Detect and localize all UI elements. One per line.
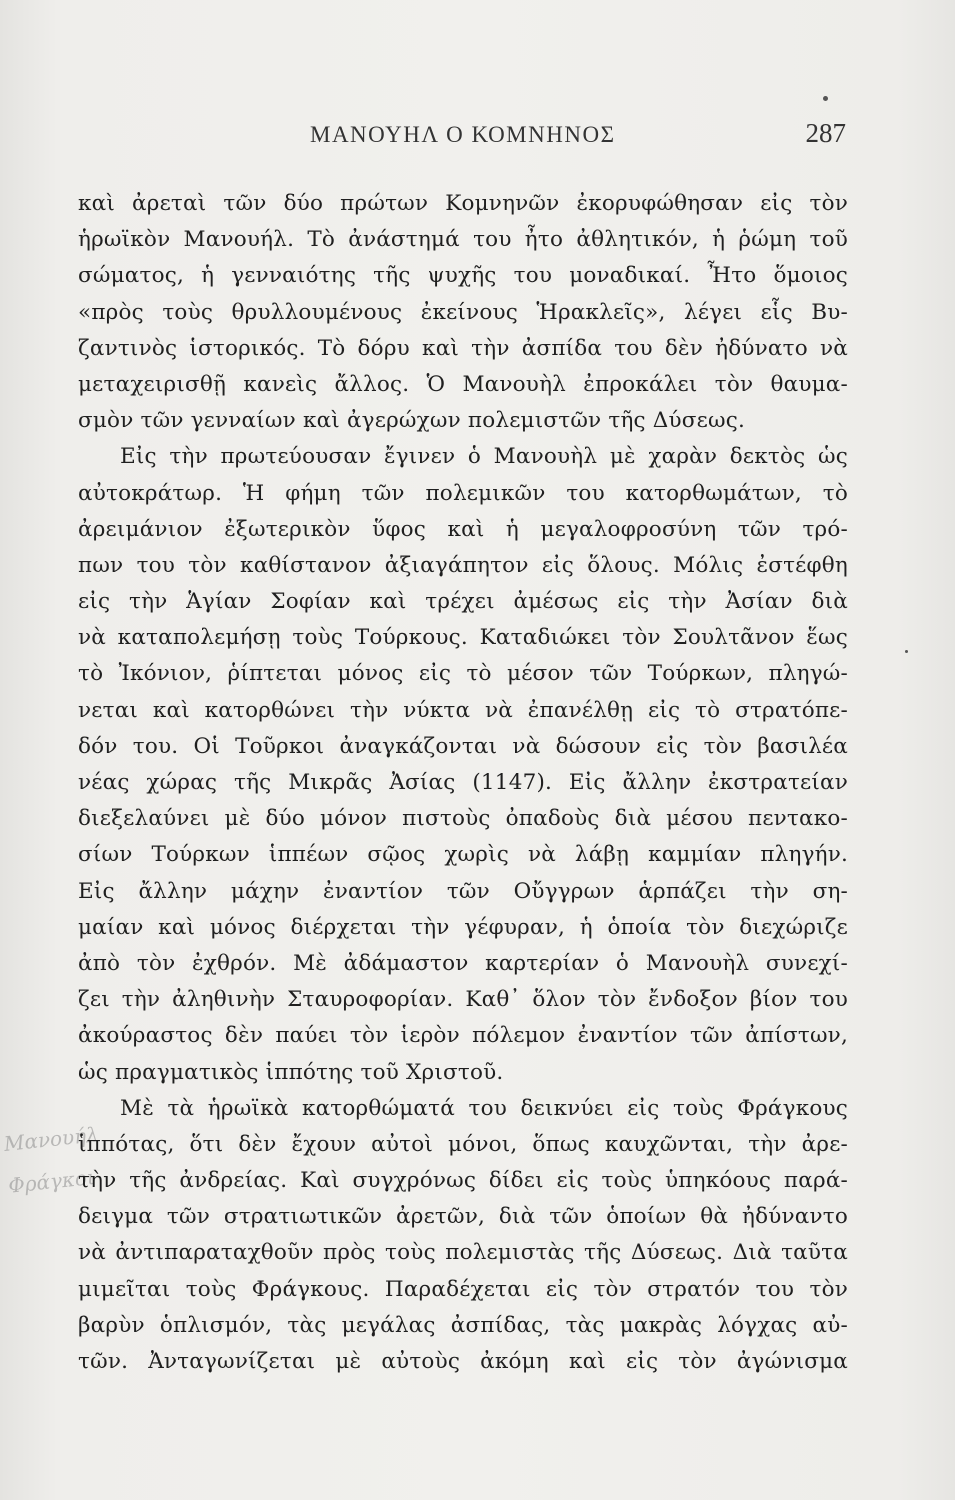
text-line: μιμεῖται τοὺς Φράγκους. Παραδέχεται εἰς τὸν στρατόν του τὸν xyxy=(78,1276,848,1302)
text-line: βαρὺν ὁπλισμόν, τὰς μεγάλας ἀσπίδας, τὰς μακρὰς λόγχας αὐ- xyxy=(78,1312,848,1338)
text-line: εἰς τὴν Ἁγίαν Σοφίαν καὶ τρέχει ἀμέσως εἰς τὴν Ἀσίαν διὰ xyxy=(78,589,848,615)
page-header xyxy=(70,118,848,158)
text-line: τῶν. Ἀνταγωνίζεται μὲ αὐτοὺς ἀκόμη καὶ εἰς τὸν ἀγώνισμα xyxy=(78,1349,848,1374)
text-line: νὰ ἀντιπαραταχθοῦν πρὸς τοὺς πολεμιστὰς τῆς Δύσεως. Διὰ ταῦτα xyxy=(78,1240,848,1266)
text-line: νεται καὶ κατορθώνει τὴν νύκτα νὰ ἐπανέλθῃ εἰς τὸ στρατόπε- xyxy=(78,697,848,723)
text-line: αὐτοκράτωρ. Ἡ φήμη τῶν πολεμικῶν του κατορθωμάτων, τὸ xyxy=(78,480,848,506)
page-number: 287 xyxy=(805,118,846,148)
text-line: δειγμα τῶν στρατιωτικῶν ἀρετῶν, διὰ τῶν ὁποίων θὰ ἠδύναντο xyxy=(78,1204,848,1230)
text-line: μεταχειρισθῇ κανεὶς ἄλλος. Ὁ Μανουὴλ ἐπροκάλει τὸν θαυμα- xyxy=(78,371,848,397)
margin-note-line: Φράγκοι xyxy=(7,1164,96,1198)
text-line: νὰ καταπολεμήσῃ τοὺς Τούρκους. Καταδιώκει τὸν Σουλτᾶνον ἕως xyxy=(78,625,848,651)
text-line: Εἰς ἄλλην μάχην ἐναντίον τῶν Οὔγγρων ἁρπάζει τὴν ση- xyxy=(78,878,848,904)
text-line: ἡρωϊκὸν Μανουήλ. Τὸ ἀνάστημά του ἦτο ἀθλητικόν, ἡ ῥώμη τοῦ xyxy=(78,227,848,253)
text-line: ἀρειμάνιον ἐξωτερικὸν ὕφος καὶ ἡ μεγαλοφροσύνη τῶν τρό- xyxy=(78,516,848,542)
margin-note-line: Μανουήλ xyxy=(2,1122,100,1157)
ink-speck xyxy=(823,96,828,101)
text-line: Μὲ τὰ ἡρωϊκὰ κατορθώματά του δεικνύει εἰς τοὺς Φράγκους xyxy=(120,1095,848,1121)
text-line: ἀκούραστος δὲν παύει τὸν ἱερὸν πόλεμον ἐναντίον τῶν ἀπίστων, xyxy=(78,1023,848,1049)
text-line: ἱππότας, ὅτι δὲν ἔχουν αὐτοὶ μόνοι, ὅπως καυχῶνται, τὴν ἀρε- xyxy=(78,1131,848,1157)
text-line: καὶ ἀρεταὶ τῶν δύο πρώτων Κομνηνῶν ἐκορυφώθησαν εἰς τὸν xyxy=(78,191,848,216)
text-line: μαίαν καὶ μόνος διέρχεται τὴν γέφυραν, ἡ ὁποία τὸν διεχώριζε xyxy=(78,914,848,940)
text-line: ζει τὴν ἀληθινὴν Σταυροφορίαν. Καθ᾽ ὅλον τὸν ἔνδοξον βίον του xyxy=(78,987,848,1013)
body-text xyxy=(78,186,848,1380)
text-line: τὴν τῆς ἀνδρείας. Καὶ συγχρόνως δίδει εἰς τοὺς ὑπηκόους παρά- xyxy=(78,1168,848,1194)
text-line: σμὸν τῶν γενναίων καὶ ἀγερώχων πολεμιστῶν τῆς Δύσεως. xyxy=(78,408,746,434)
text-line: πων του τὸν καθίστανον ἀξιαγάπητον εἰς ὅλους. Μόλις ἐστέφθη xyxy=(78,552,848,578)
text-line: ἀπὸ τὸν ἐχθρόν. Μὲ ἀδάμαστον καρτερίαν ὁ Μανουὴλ συνεχί- xyxy=(78,950,848,976)
text-line: Εἰς τὴν πρωτεύουσαν ἔγινεν ὁ Μανουὴλ μὲ χαρὰν δεκτὸς ὡς xyxy=(120,444,848,470)
text-line: «πρὸς τοὺς θρυλλουμένους ἐκείνους Ἡρακλεῖς», λέγει εἷς Βυ- xyxy=(78,299,848,325)
text-line: τὸ Ἰκόνιον, ῥίπτεται μόνος εἰς τὸ μέσον τῶν Τούρκων, πληγώ- xyxy=(78,661,848,687)
text-line: νέας χώρας τῆς Μικρᾶς Ἀσίας (1147). Εἰς ἄλλην ἐκστρατείαν xyxy=(78,770,848,795)
ink-speck xyxy=(905,650,908,653)
text-line: διεξελαύνει μὲ δύο μόνον πιστοὺς ὀπαδοὺς διὰ μέσου πεντακο- xyxy=(78,806,848,832)
text-line: ὡς πραγματικὸς ἱππότης τοῦ Χριστοῦ. xyxy=(78,1059,504,1085)
text-line: δόν του. Οἱ Τοῦρκοι ἀναγκάζονται νὰ δώσουν εἰς τὸν βασιλέα xyxy=(78,733,848,759)
text-line: σώματος, ἡ γενναιότης τῆς ψυχῆς του μοναδικαί. Ἦτο ὅμοιος xyxy=(78,263,848,289)
running-title: ΜΑΝΟΥΗΛ Ο ΚΟΜΝΗΝΟΣ xyxy=(310,122,616,147)
text-line: σίων Τούρκων ἱππέων σῷος χωρὶς νὰ λάβῃ καμμίαν πληγήν. xyxy=(78,842,848,868)
text-line: ζαντινὸς ἱστορικός. Τὸ δόρυ καὶ τὴν ἀσπίδα του δὲν ἠδύνατο νὰ xyxy=(78,335,848,361)
